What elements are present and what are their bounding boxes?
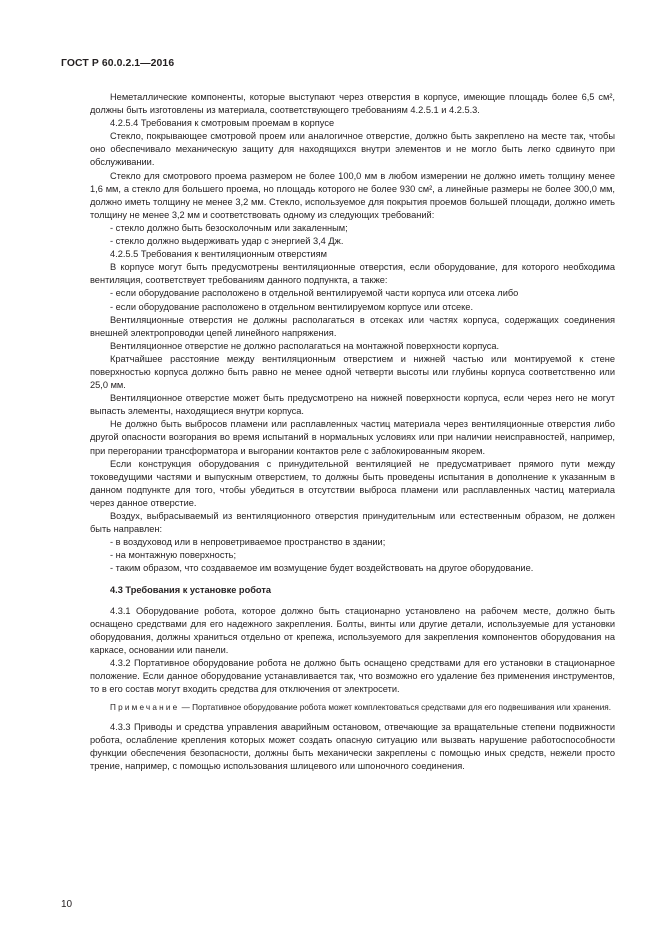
subsection-heading: 4.2.5.4 Требования к смотровым проемам в корпусе (110, 118, 335, 129)
subsection-heading: 4.2.5.5 Требования к вентиляционным отверстиям (110, 249, 327, 260)
list-item: - если оборудование расположено в отдельном вентилируемом корпусе или отсеке. (110, 301, 474, 312)
section-heading: 4.3 Требования к установке робота (110, 585, 272, 596)
paragraph: Неметаллические компоненты, которые выступают через отверстия в корпусе, имеющие площадь более 6,5 см², должны быть изготовлены из материала, соответствующего требованиям 4.2.5.1 и 4.2.5.3. (90, 92, 615, 116)
document-body (90, 91, 615, 773)
note-text: — Портативное оборудование робота может комплектоваться средствами для его подвешивания или хранения. (179, 703, 611, 713)
list-item: - стекло должно выдерживать удар с энергией 3,4 Дж. (110, 236, 344, 247)
page-number: 10 (61, 899, 73, 910)
paragraph: Если конструкция оборудования с принудительной вентиляцией не предусматривает прямого пути между токоведущими частями и выпускным отверстием, то должны быть проведены испытания в дополнение к указанным в данном подпункте для того, чтобы убедиться в отсутствии выброса пламени или расплавленных частиц материала через данное отверстие. (90, 458, 615, 508)
paragraph: Не должно быть выбросов пламени или расплавленных частиц материала через вентиляционные отверстия либо другой опасности возгорания во время испытаний в нормальных условиях или при наличии неисправностей, например, при перегорании трансформатора и выгорании контактов реле с заблокированным якорем. (90, 419, 615, 456)
paragraph: Воздух, выбрасываемый из вентиляционного отверстия принудительным или естественным образом, не должен быть направлен: (90, 511, 615, 535)
list-item: - стекло должно быть безосколочным или закаленным; (110, 222, 348, 233)
paragraph: Вентиляционное отверстие может быть предусмотрено на нижней поверхности корпуса, если через него не могут выпасть элементы, находящиеся внутри корпуса. (90, 393, 615, 417)
paragraph: 4.3.3 Приводы и средства управления аварийным остановом, отвечающие за вращательные степени подвижности робота, ослабление крепления которых может создать опасную ситуацию или вызвать нарушение работоспособности функции обеспечения безопасности, должны быть механически закреплены с помощью иных средств, нежели просто трение, например, с помощью использования шлицевого или шпоночного соединения. (90, 721, 615, 771)
paragraph: 4.3.1 Оборудование робота, которое должно быть стационарно установлено на рабочем месте, должно быть оснащено средствами для его надежного закрепления. Болты, винты или другие детали, используемые для установки оборудования, должны храниться отдельно от крепежа, используемого для закрепления компонентов оборудования на каркасе, основании или панели. (90, 605, 615, 655)
document-header: ГОСТ Р 60.0.2.1—2016 (61, 58, 175, 69)
paragraph: Вентиляционные отверстия не должны располагаться в отсеках или частях корпуса, содержащих соединения внешней электропроводки цепей линейного напряжения. (90, 314, 615, 338)
list-item: - таким образом, что создаваемое им возмущение будет воздействовать на другое оборудование. (110, 563, 534, 574)
paragraph: В корпусе могут быть предусмотрены вентиляционные отверстия, если оборудование, для которого необходима вентиляция, соответствует требованиям данного подпункта, а также: (90, 262, 615, 286)
paragraph: Кратчайшее расстояние между вентиляционным отверстием и нижней частью или монтируемой к стене поверхностью корпуса должно быть равно не менее одной четверти высоты или глубины корпуса соответственно или 25,0 мм. (90, 353, 615, 391)
paragraph: Стекло для смотрового проема размером не более 100,0 мм в любом измерении не должно иметь толщину менее 1,6 мм, а стекло для большего проема, но площадь которого не более 930 см², а линейные размеры не более 300,0 мм, должно иметь толщину не менее 3,2 мм. Стекло, используемое для покрытия проемов большей площади, должно иметь толщину не менее 3,2 мм и соответствовать одному из следующих требований: (90, 170, 615, 220)
list-item: - в воздуховод или в непроветриваемое пространство в здании; (110, 537, 386, 548)
paragraph: 4.3.2 Портативное оборудование робота не должно быть оснащено средствами для его установки в стационарное положение. Если данное оборудование устанавливается так, что возможно его удаление без применения инструментов, то в его состав могут входить средства для отключения от электросети. (90, 657, 615, 695)
note (90, 702, 615, 714)
list-item: - если оборудование расположено в отдельной вентилируемой части корпуса или отсека либо (110, 288, 519, 299)
list-item: - на монтажную поверхность; (110, 550, 237, 561)
paragraph: Вентиляционное отверстие не должно располагаться на монтажной поверхности корпуса. (110, 340, 500, 351)
note-label: Примечание (110, 703, 180, 713)
paragraph: Стекло, покрывающее смотровой проем или аналогичное отверстие, должно быть закреплено на месте так, чтобы оно обеспечивало механическую защиту для находящихся внутри элементов и не могло быть легко сдвинуто при обслуживании. (90, 131, 615, 168)
